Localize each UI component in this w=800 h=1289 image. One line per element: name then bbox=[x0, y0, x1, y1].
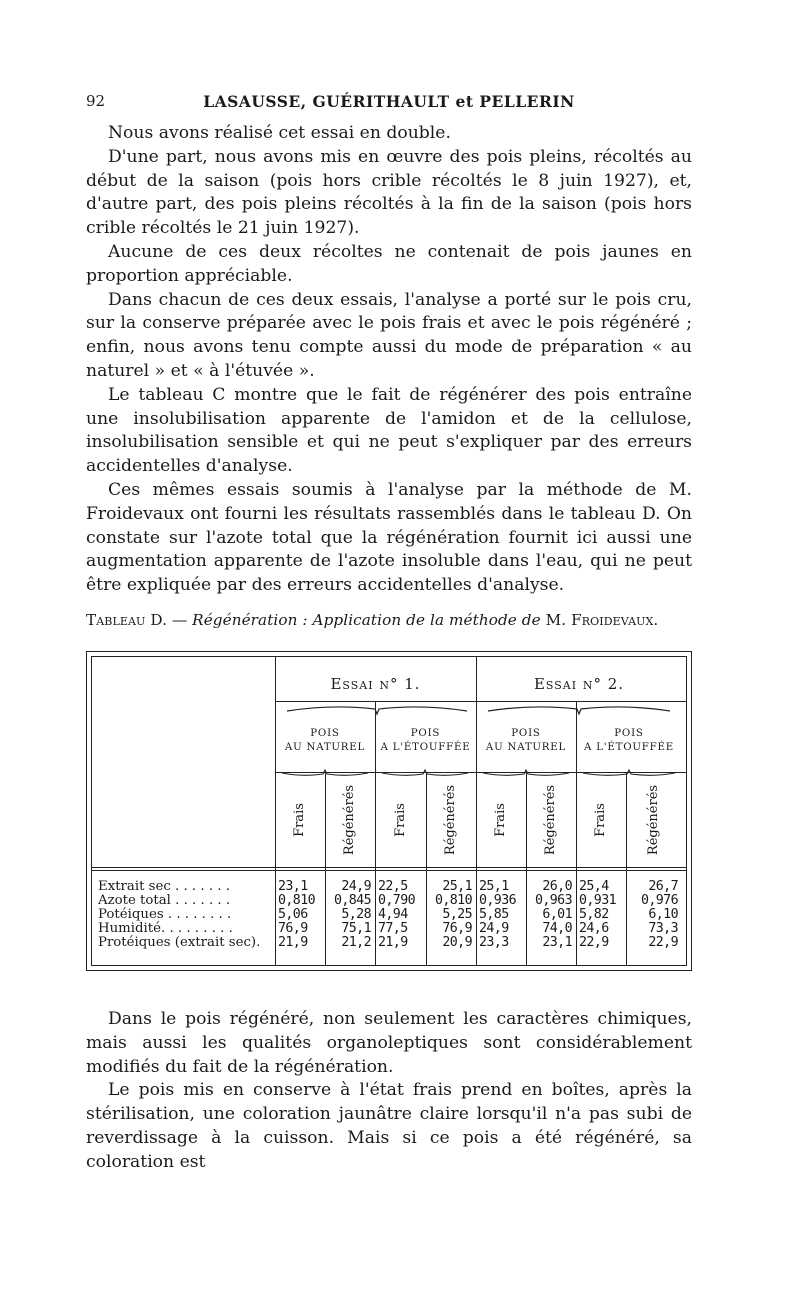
table-cell: 24,6 bbox=[579, 921, 609, 936]
table-cell: 21,2 bbox=[341, 935, 371, 950]
column-rule bbox=[275, 657, 276, 965]
row-label: Protéiques (extrait sec). bbox=[98, 935, 261, 950]
table-cell: 23,1 bbox=[278, 879, 308, 894]
row-label: Potéiques . . . . . . . . bbox=[98, 907, 232, 922]
column-rule bbox=[626, 772, 627, 965]
table-cell: 23,1 bbox=[542, 935, 572, 950]
table-cell: 21,9 bbox=[378, 935, 408, 950]
table-cell: 5,25 bbox=[442, 907, 472, 922]
running-title: LASAUSSE, GUÉRITHAULT et PELLERIN bbox=[203, 92, 575, 111]
table-cell: 20,9 bbox=[442, 935, 472, 950]
column-rule bbox=[426, 772, 427, 965]
table-cell: 21,9 bbox=[278, 935, 308, 950]
table-cell: 0,810 bbox=[434, 893, 472, 908]
group-header: POIS A L'ÉTOUFFÉE bbox=[380, 728, 471, 753]
brace-icon bbox=[382, 770, 468, 780]
caption-author: M. Froidevaux. bbox=[545, 611, 659, 629]
table-cell: 74,0 bbox=[542, 921, 572, 936]
table-cell: 0,845 bbox=[333, 893, 371, 908]
paragraph: Nous avons réalisé cet essai en double. bbox=[108, 123, 451, 143]
table-cell: 24,9 bbox=[479, 921, 509, 936]
table-cell: 25,1 bbox=[479, 879, 509, 894]
table-cell: 24,9 bbox=[341, 879, 371, 894]
body-text-bottom bbox=[86, 1008, 692, 1175]
table-cell: 22,9 bbox=[648, 935, 678, 950]
subcolumn-label: Frais bbox=[292, 803, 307, 837]
brace-icon bbox=[488, 703, 670, 715]
header-rule bbox=[92, 867, 686, 868]
group-header: POIS AU NATUREL bbox=[284, 728, 366, 753]
caption-dash: — bbox=[171, 611, 188, 629]
table-cell: 5,85 bbox=[479, 907, 509, 922]
running-head bbox=[86, 92, 692, 116]
brace-icon bbox=[483, 770, 569, 780]
paragraph: Le pois mis en conserve à l'état frais prend en boîtes, après la stérilisation, une coloration jaunâtre claire lorsqu'il n'a pas subi de reverdissage à la cuisson. Mais si ce pois a été régénéré, sa coloration est bbox=[86, 1080, 692, 1172]
table-caption bbox=[86, 611, 692, 629]
paragraph: Dans le pois régénéré, non seulement les caractères chimiques, mais aussi les qualités organoleptiques sont considérablement modifiés du fait de la régénération. bbox=[86, 1009, 692, 1077]
caption-title: Régénération : Application de la méthode de bbox=[192, 611, 541, 629]
table-cell: 25,1 bbox=[442, 879, 472, 894]
table-cell: 76,9 bbox=[442, 921, 472, 936]
table-cell: 25,4 bbox=[579, 879, 609, 894]
paragraph: Dans chacun de ces deux essais, l'analyse a porté sur le pois cru, sur la conserve préparée avec le pois frais et avec le pois régénéré ; enfin, nous avons tenu compte aussi du mode de préparation « au naturel » et « à l'étuvée ». bbox=[86, 289, 692, 381]
row-label: Humidité. . . . . . . . . bbox=[98, 921, 233, 936]
table-cell: 5,28 bbox=[341, 907, 371, 922]
page-number: 92 bbox=[86, 92, 106, 110]
row-label: Extrait sec . . . . . . . bbox=[98, 879, 230, 894]
table-cell: 22,9 bbox=[579, 935, 609, 950]
subcolumn-label: Frais bbox=[493, 803, 508, 837]
brace-icon bbox=[287, 703, 467, 715]
caption-label: Tableau D. bbox=[86, 611, 167, 629]
table-cell: 77,5 bbox=[378, 921, 408, 936]
subcolumn-label: Frais bbox=[593, 803, 608, 837]
group-header: POIS AU NATUREL bbox=[485, 728, 567, 753]
table-cell: 26,0 bbox=[542, 879, 572, 894]
table-cell: 22,5 bbox=[378, 879, 408, 894]
table-cell: 0,810 bbox=[278, 893, 316, 908]
table-cell: 75,1 bbox=[341, 921, 371, 936]
paragraph: Le tableau C montre que le fait de régénérer des pois entraîne une insolubilisation apparente de l'amidon et de la cellulose, insolubilisation sensible et qui ne peut s'expliquer par des erreurs accidentelles d'analyse. bbox=[86, 384, 692, 477]
table-cell: 76,9 bbox=[278, 921, 308, 936]
table-cell: 0,931 bbox=[579, 893, 617, 908]
table-cell: 0,976 bbox=[640, 893, 678, 908]
subcolumn-label: Régénérés bbox=[443, 784, 458, 856]
data-table-inner bbox=[91, 656, 687, 966]
table-cell: 23,3 bbox=[479, 935, 509, 950]
subcolumn-label: Régénérés bbox=[543, 784, 558, 856]
essai-1-heading: Essai n° 1. bbox=[330, 675, 421, 693]
data-table bbox=[86, 651, 692, 971]
group-header: POIS A L'ÉTOUFFÉE bbox=[584, 728, 674, 753]
paragraph: D'une part, nous avons mis en œuvre des pois pleins, récoltés au début de la saison (pois hors crible récoltés le 8 juin 1927), et, d'autre part, des pois pleins récoltés à la fin de la saison (pois hors crible récoltés le 21 juin 1927). bbox=[86, 146, 692, 239]
table-cell: 6,01 bbox=[542, 907, 572, 922]
brace-icon bbox=[583, 770, 675, 780]
table-cell: 0,936 bbox=[479, 893, 517, 908]
header-rule bbox=[92, 870, 686, 871]
table-cell: 6,10 bbox=[648, 907, 678, 922]
table-cell: 5,82 bbox=[579, 907, 609, 922]
table-cell: 4,94 bbox=[378, 907, 408, 922]
column-rule bbox=[526, 772, 527, 965]
subcolumn-label: Frais bbox=[392, 803, 408, 837]
table-cell: 73,3 bbox=[648, 921, 678, 936]
table-cell: 26,7 bbox=[648, 879, 678, 894]
paragraph: Ces mêmes essais soumis à l'analyse par la méthode de M. Froidevaux ont fourni les résultats rassemblés dans le tableau D. On constate sur l'azote total que la régénération fournit ici aussi une augmentation apparente de l'azote insoluble dans l'eau, qui ne peut être expliquée par des erreurs accidentelles d'analyse. bbox=[86, 479, 692, 596]
brace-icon bbox=[282, 770, 368, 780]
column-rule bbox=[476, 657, 477, 965]
essai-2-heading: Essai n° 2. bbox=[533, 675, 625, 693]
table-cell: 0,963 bbox=[534, 893, 572, 908]
header-rule bbox=[275, 701, 686, 702]
column-rule bbox=[325, 772, 326, 965]
body-text-top bbox=[86, 122, 692, 598]
paragraph: Aucune de ces deux récoltes ne contenait de pois jaunes en proportion appréciable. bbox=[86, 241, 692, 286]
subcolumn-label: Régénérés bbox=[646, 784, 661, 856]
table-cell: 0,790 bbox=[378, 893, 416, 908]
subcolumn-label: Régénérés bbox=[342, 784, 357, 856]
row-label: Azote total . . . . . . . bbox=[98, 893, 231, 908]
table-cell: 5,06 bbox=[278, 907, 308, 922]
